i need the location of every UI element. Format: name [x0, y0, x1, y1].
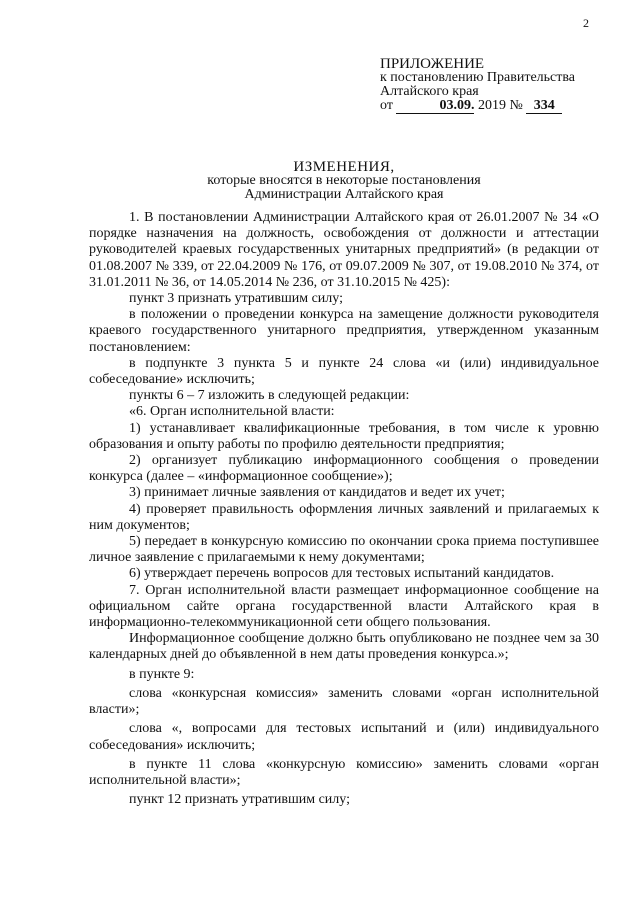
annex-line-2: Алтайского края [380, 84, 479, 99]
annex-line-1: к постановлению Правительства [380, 70, 576, 85]
document-heading [0, 160, 640, 202]
paragraph: 6) утверждает перечень вопросов для тестовых испытаний кандидатов. [129, 566, 555, 582]
paragraph: 4) проверяет правильность оформления личных заявлений и прилагаемых к ним документов; [89, 501, 599, 533]
heading-line-2: Администрации Алтайского края [244, 187, 444, 202]
page-number: 2 [583, 16, 589, 30]
document-body [89, 210, 599, 808]
heading-line-1: которые вносятся в некоторые постановления [207, 173, 481, 188]
paragraph: слова «конкурсная комиссия» заменить словами «орган исполнительной власти»; [89, 685, 599, 718]
paragraph: пункт 3 признать утратившим силу; [129, 291, 343, 307]
paragraph: 3) принимает личные заявления от кандидатов и ведет их учет; [129, 485, 505, 501]
paragraph: «6. Орган исполнительной власти: [129, 404, 335, 420]
paragraph: 7. Орган исполнительной власти размещает информационное сообщение на официальном сайте органа государственной власти Алтайского края в информационно-телекоммуникационной сети общего пользования. [89, 582, 599, 631]
annex-date-line [380, 99, 575, 114]
paragraph: пункт 12 признать утратившим силу; [129, 792, 350, 808]
paragraph: Информационное сообщение должно быть опубликовано не позднее чем за 30 календарных дней до объявленной в нем даты проведения конкурса.»; [89, 631, 599, 663]
annex-date: 03.09. [396, 99, 474, 114]
paragraph: слова «, вопросами для тестовых испытаний и (или) индивидуального собеседования» исключить; [89, 721, 599, 753]
paragraph: в подпункте 3 пункта 5 и пункте 24 слова «и (или) индивидуальное собеседование» исключить; [89, 355, 599, 388]
paragraph: пункты 6 – 7 изложить в следующей редакции: [129, 388, 410, 404]
paragraph: 2) организует публикацию информационного сообщения о проведении конкурса (далее – «информационное сообщение»); [89, 453, 599, 485]
annex-block [380, 57, 575, 114]
annex-title: ПРИЛОЖЕНИЕ [380, 56, 485, 72]
paragraph: в положении о проведении конкурса на замещение должности руководителя краевого государственного унитарного предприятия, утвержденном указанным постановлением: [89, 307, 599, 355]
annex-date-prefix: от [380, 98, 393, 113]
paragraph: в пункте 9: [129, 666, 195, 682]
paragraph: 1. В постановлении Администрации Алтайского края от 26.01.2007 № 34 «О порядке назначения на должность, освобождения от должности и аттестации руководителей краевых государственных унитарных предприятий» (в редакции от 01.08.2007 № 339, от 22.04.2009 № 176, от 09.07.2009 № 307, от 19.08.2010 № 374, от 31.01.2011 № 36, от 14.05.2014 № 236, от 31.10.2015 № 425): [89, 210, 599, 290]
paragraph: 5) передает в конкурсную комиссию по окончании срока приема поступившее личное заявление с прилагаемыми к нему документами; [89, 534, 599, 566]
annex-year: 2019 № [477, 98, 523, 113]
paragraph: 1) устанавливает квалификационные требования, в том числе к уровню образования и опыту работы по профилю деятельности предприятия; [89, 420, 599, 452]
paragraph: в пункте 11 слова «конкурсную комиссию» заменить словами «орган исполнительной власти»; [89, 756, 599, 788]
annex-number: 334 [526, 99, 562, 114]
heading-title: ИЗМЕНЕНИЯ, [293, 159, 395, 175]
